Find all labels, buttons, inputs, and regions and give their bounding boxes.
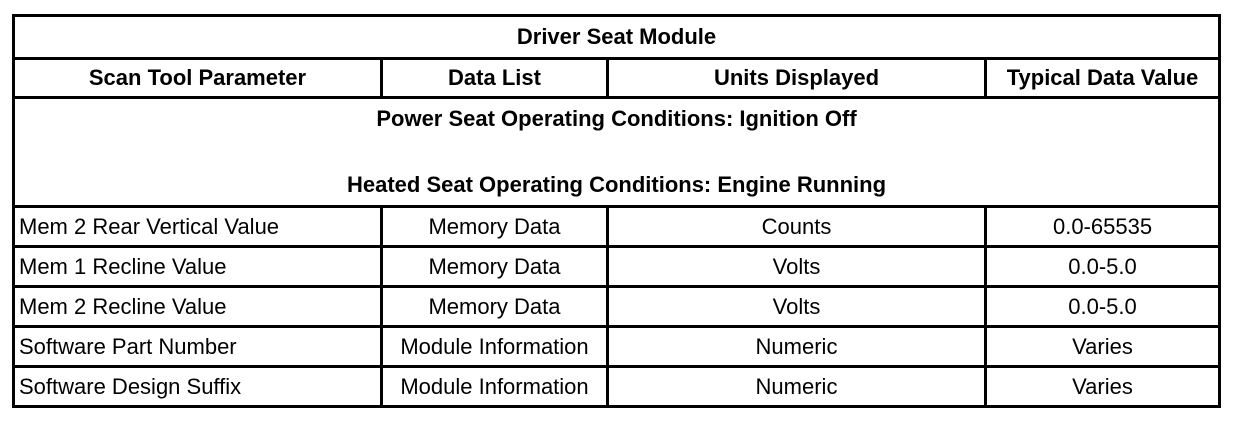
parameter-cell: Mem 1 Recline Value — [14, 247, 382, 287]
units-cell: Numeric — [608, 327, 986, 367]
header-row — [14, 59, 1220, 98]
parameter-cell: Software Part Number — [14, 327, 382, 367]
header-typical-data-value: Typical Data Value — [986, 59, 1220, 98]
condition-spacer — [15, 131, 1218, 173]
driver-seat-module-table — [12, 14, 1221, 408]
conditions-row — [14, 98, 1220, 207]
header-data-list: Data List — [382, 59, 608, 98]
data-list-cell: Memory Data — [382, 207, 608, 247]
units-cell: Volts — [608, 247, 986, 287]
value-cell: 0.0-65535 — [986, 207, 1220, 247]
parameter-cell: Mem 2 Recline Value — [14, 287, 382, 327]
value-cell: Varies — [986, 367, 1220, 407]
value-cell: 0.0-5.0 — [986, 287, 1220, 327]
table-title-row — [14, 16, 1220, 59]
table-title: Driver Seat Module — [14, 16, 1220, 59]
units-cell: Numeric — [608, 367, 986, 407]
table-row — [14, 327, 1220, 367]
data-list-cell: Memory Data — [382, 247, 608, 287]
value-cell: Varies — [986, 327, 1220, 367]
table-row — [14, 367, 1220, 407]
units-cell: Volts — [608, 287, 986, 327]
value-cell: 0.0-5.0 — [986, 247, 1220, 287]
data-list-cell: Module Information — [382, 367, 608, 407]
header-scan-tool-parameter: Scan Tool Parameter — [14, 59, 382, 98]
parameter-cell: Software Design Suffix — [14, 367, 382, 407]
parameter-cell: Mem 2 Rear Vertical Value — [14, 207, 382, 247]
header-units-displayed: Units Displayed — [608, 59, 986, 98]
table-row — [14, 207, 1220, 247]
table-row — [14, 287, 1220, 327]
units-cell: Counts — [608, 207, 986, 247]
data-list-cell: Memory Data — [382, 287, 608, 327]
heated-seat-condition: Heated Seat Operating Conditions: Engine Running — [347, 172, 887, 197]
conditions-cell — [14, 98, 1220, 207]
power-seat-condition: Power Seat Operating Conditions: Ignition Off — [376, 106, 857, 131]
table-row — [14, 247, 1220, 287]
data-list-cell: Module Information — [382, 327, 608, 367]
